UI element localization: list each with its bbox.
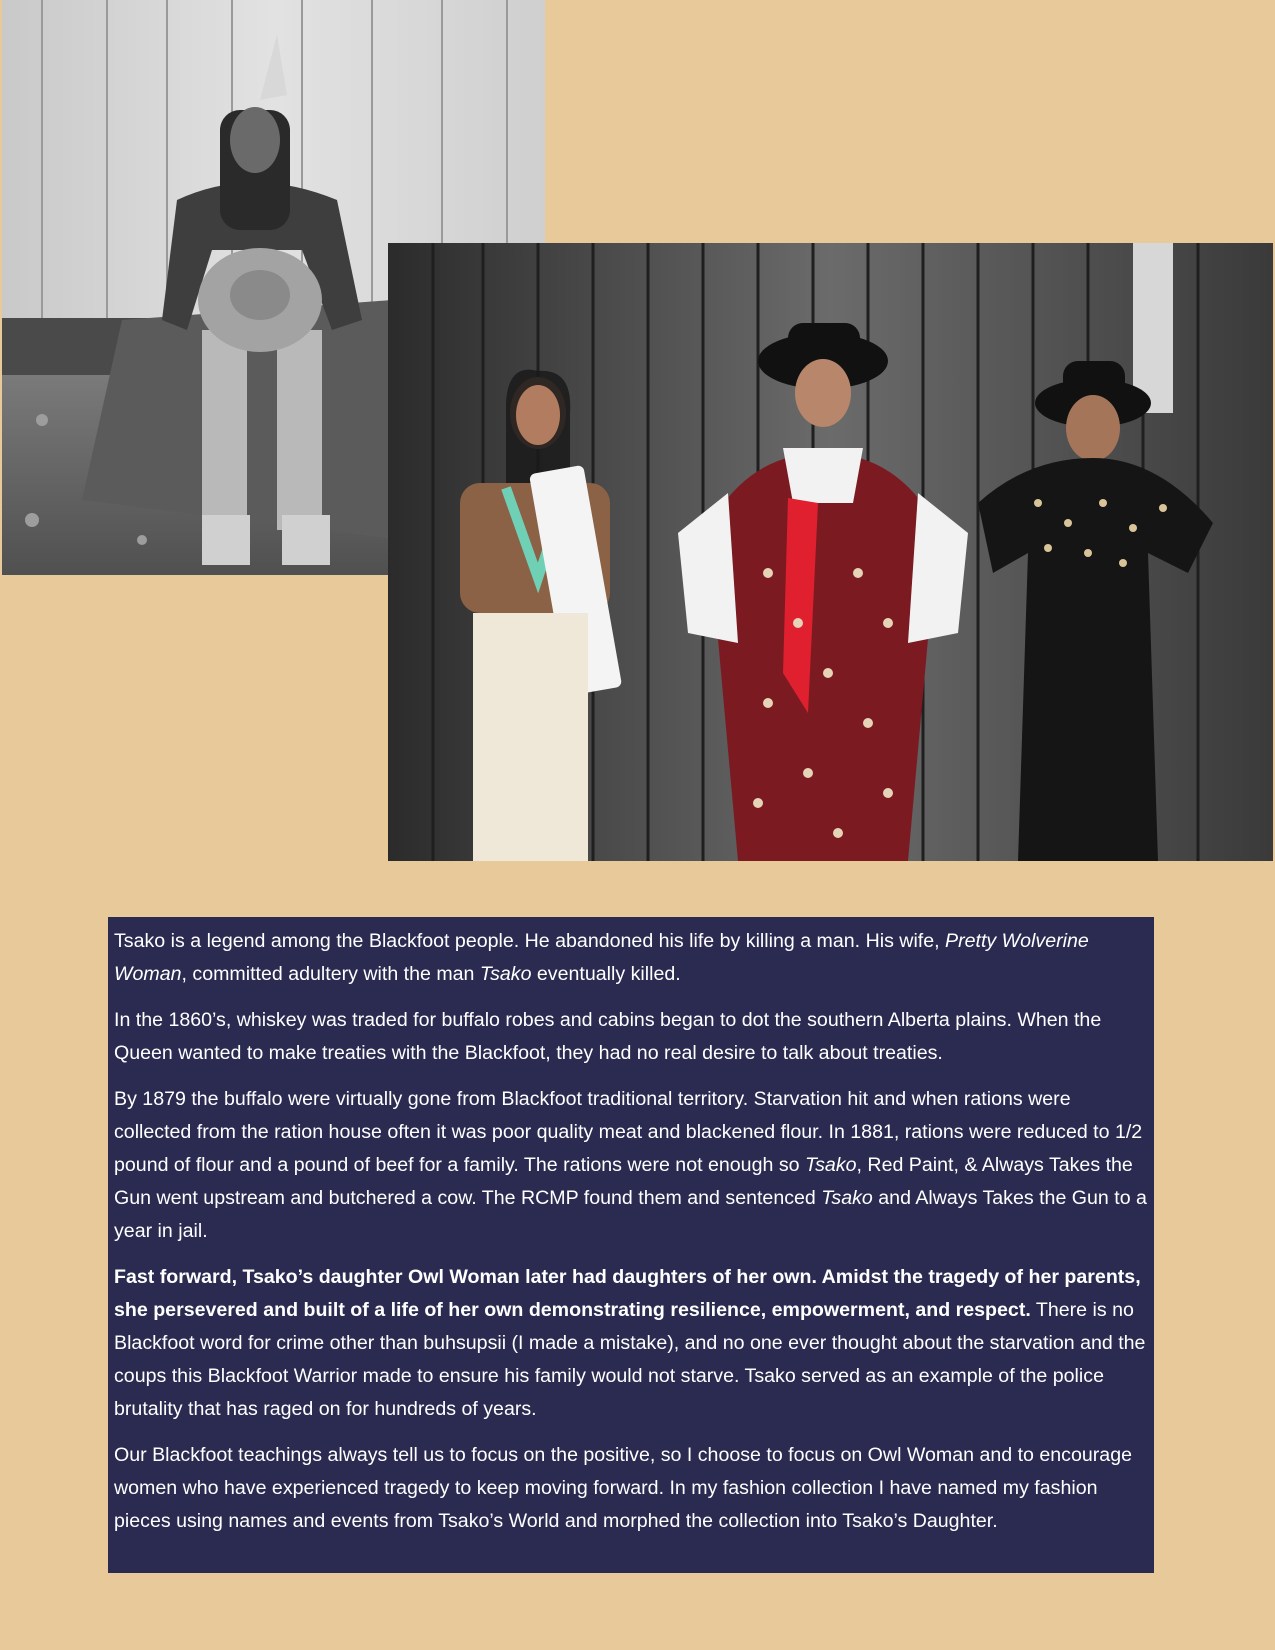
story-text-panel <box>108 917 1154 1573</box>
paragraph-owl-woman <box>114 1261 1148 1426</box>
paragraph-rations <box>114 1083 1148 1248</box>
fashion-collection-photo <box>388 243 1273 861</box>
name-tsako: Tsako <box>804 1154 857 1176</box>
fashion-group-illustration <box>388 243 1273 861</box>
paragraph-tsako-legend <box>114 925 1148 991</box>
paragraph-text: eventually killed. <box>531 963 681 985</box>
paragraph-text: , Red Paint, & Always Takes the Gun went upstream and butchered a cow. The RCMP found them and sentenced <box>114 1154 1133 1209</box>
paragraph-text: There is no Blackfoot word for crime other than buhsupsii (I made a mistake), and no one ever thought about the starvation and the coups this Blackfoot Warrior made to ensure his family would not starve. Tsako served as an example of the police brutality that has raged on for hundreds of years. <box>114 1299 1146 1420</box>
paragraph-text: Tsako is a legend among the Blackfoot people. He abandoned his life by killing a man. His wife, <box>114 930 946 952</box>
paragraph-text: , committed adultery with the man <box>181 963 480 985</box>
paragraph-fashion-collection: Our Blackfoot teachings always tell us to focus on the positive, so I choose to focus on Owl Woman and to encourage women who have experienced tragedy to keep moving forward. In my fashion collection I have named my fashion pieces using names and events from Tsako’s World and morphed the collection into Tsako’s Daughter. <box>114 1444 1132 1532</box>
name-tsako: Tsako <box>479 963 532 985</box>
paragraph-text: and Always Takes the Gun to a year in jail. <box>114 1187 1147 1242</box>
paragraph-text: By 1879 the buffalo were virtually gone from Blackfoot traditional territory. Starvation hit and when rations were collected from the ration house often it was poor quality meat and blackened flour. In 1881, rations were reduced to 1/2 pound of flour and a pound of beef for a family. The rations were not enough so <box>114 1088 1143 1176</box>
paragraph-whiskey-treaties: In the 1860’s, whiskey was traded for buffalo robes and cabins began to dot the southern Alberta plains. When the Queen wanted to make treaties with the Blackfoot, they had no real desire to talk about treaties. <box>114 1009 1102 1064</box>
name-tsako: Tsako <box>821 1187 873 1209</box>
name-pretty-wolverine-woman: Pretty Wolverine Woman <box>114 930 1089 985</box>
bold-highlight-text: Fast forward, Tsako’s daughter Owl Woman later had daughters of her own. Amidst the tragedy of her parents, she persevered and built of a life of her own demonstrating resilience, empowerment, and respect. <box>114 1266 1141 1321</box>
